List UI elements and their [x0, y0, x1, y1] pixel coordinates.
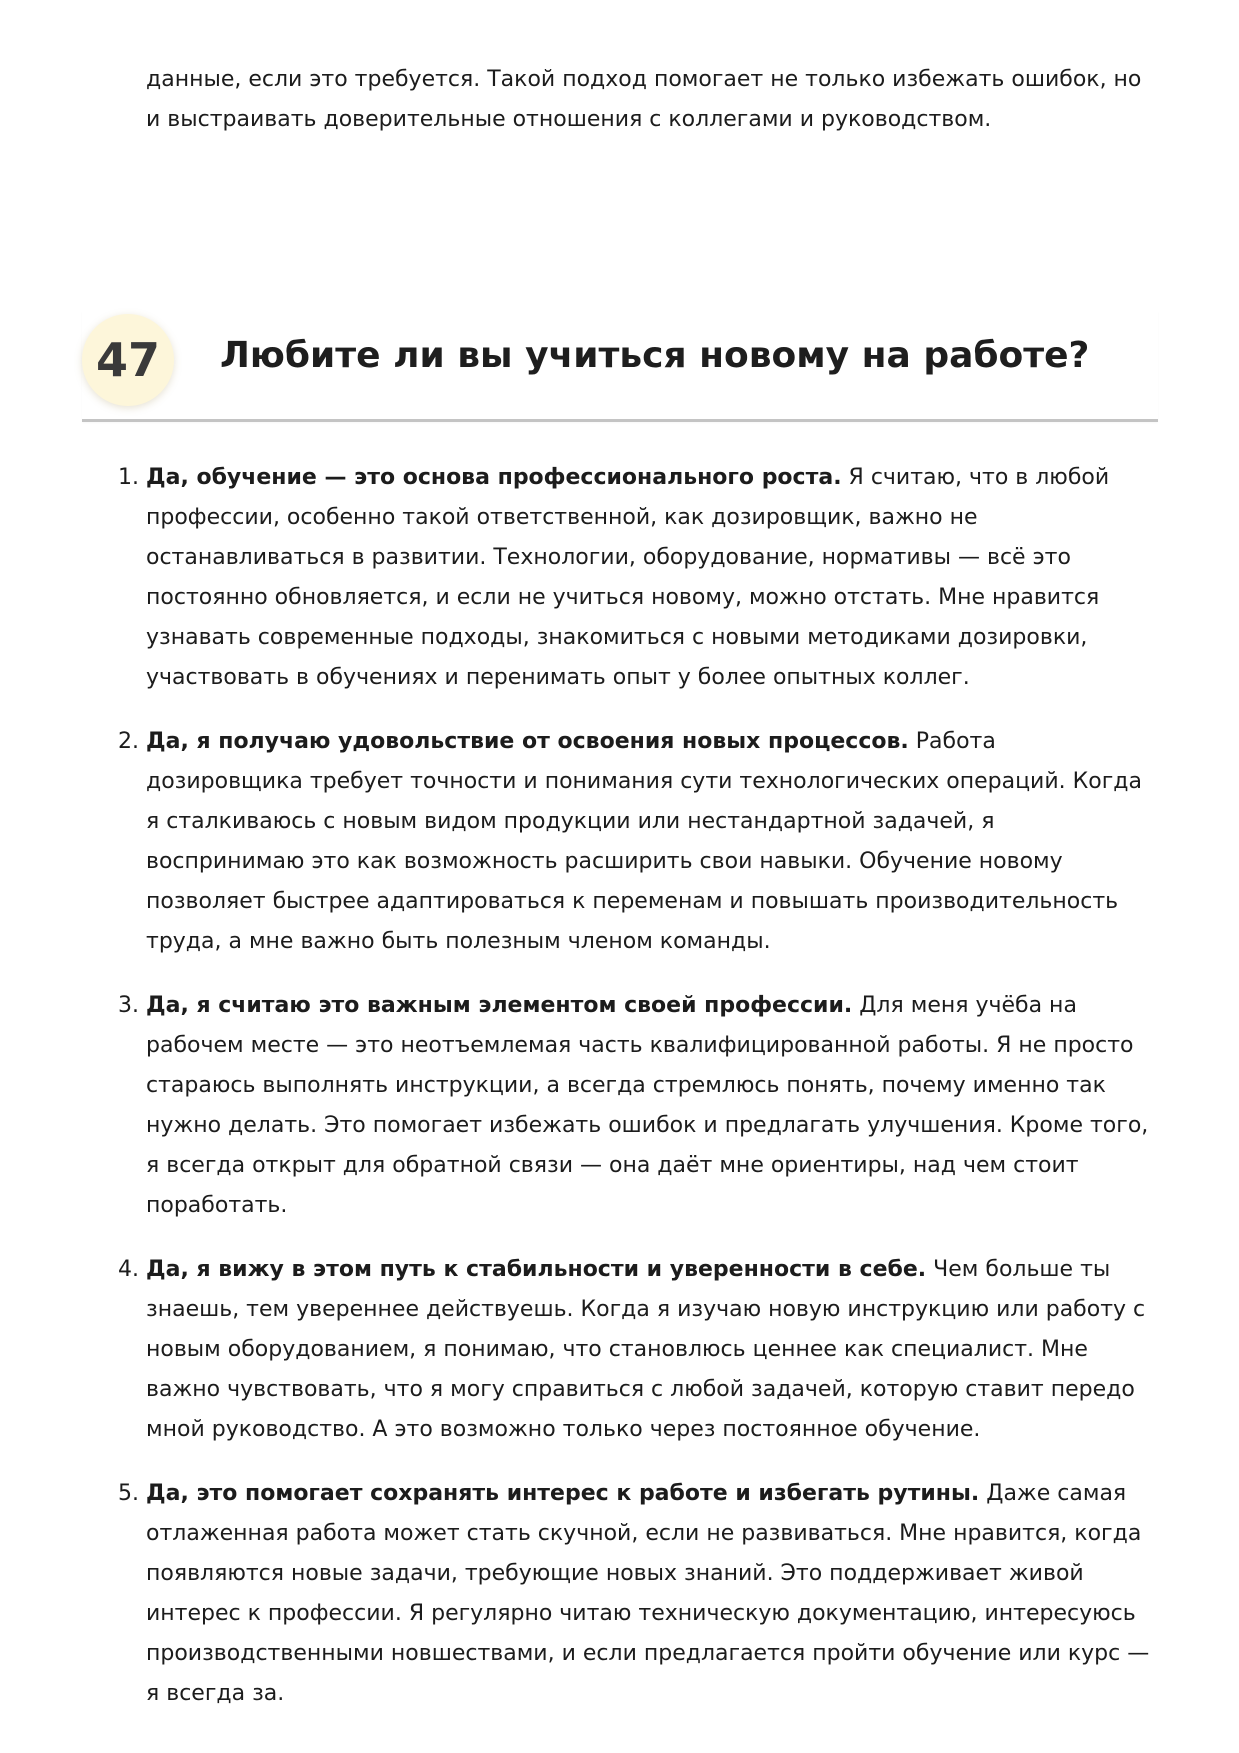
answer-text: Чем больше ты знаешь, тем увереннее действуешь. Когда я изучаю новую инструкцию или работу с новым оборудованием, я понимаю, что становлюсь ценнее как специалист. Мне важно чувствовать, что я могу справиться с любой задачей, которую ставит передо мной руководство. А это возможно только через постоянное обучение.	[146, 1257, 1146, 1442]
answer-text: Работа дозировщика требует точности и понимания сути технологических операций. Когда я сталкиваюсь с новым видом продукции или нестандартной задачей, я воспринимаю это как возможность расширить свои навыки. Обучение новому позволяет быстрее адаптироваться к переменам и повышать производительность труда, а мне важно быть полезным членом команды.	[146, 729, 1142, 954]
answer-number: 1.	[118, 465, 139, 490]
answer-lead: Да, обучение — это основа профессионального роста.	[146, 465, 842, 490]
answer-item	[118, 986, 1158, 1226]
answer-number: 4.	[118, 1257, 139, 1282]
intro-paragraph: данные, если это требуется. Такой подход помогает не только избежать ошибок, но и выстраивать доверительные отношения с коллегами и руководством.	[146, 67, 1142, 132]
answer-item	[118, 1250, 1158, 1450]
question-header	[82, 311, 1158, 422]
answer-item	[118, 722, 1158, 962]
answer-lead: Да, я считаю это важным элементом своей профессии.	[146, 993, 853, 1018]
answer-number: 3.	[118, 993, 139, 1018]
answer-lead: Да, я получаю удовольствие от освоения новых процессов.	[146, 729, 909, 754]
answers-list	[118, 458, 1158, 1738]
answer-number: 5.	[118, 1481, 139, 1506]
answer-item	[118, 1474, 1158, 1714]
answer-lead: Да, это помогает сохранять интерес к работе и избегать рутины.	[146, 1481, 980, 1506]
answer-item	[118, 458, 1158, 698]
question-title: Любите ли вы учиться новому на работе?	[220, 335, 1090, 376]
answer-text: Даже самая отлаженная работа может стать скучной, если не развиваться. Мне нравится, когда появляются новые задачи, требующие новых знаний. Это поддерживает живой интерес к профессии. Я регулярно читаю техническую документацию, интересуюсь производственными новшествами, и если предлагается пройти обучение или курс — я всегда за.	[146, 1481, 1150, 1706]
answer-number: 2.	[118, 729, 139, 754]
question-number-badge: 47	[82, 314, 174, 406]
answer-text: Для меня учёба на рабочем месте — это неотъемлемая часть квалифицированной работы. Я не просто стараюсь выполнять инструкции, а всегда стремлюсь понять, почему именно так нужно делать. Это помогает избежать ошибок и предлагать улучшения. Кроме того, я всегда открыт для обратной связи — она даёт мне ориентиры, над чем стоит поработать.	[146, 993, 1149, 1218]
answer-text: Я считаю, что в любой профессии, особенно такой ответственной, как дозировщик, важно не останавливаться в развитии. Технологии, оборудование, нормативы — всё это постоянно обновляется, и если не учиться новому, можно отстать. Мне нравится узнавать современные подходы, знакомиться с новыми методиками дозировки, участвовать в обучениях и перенимать опыт у более опытных коллег.	[146, 465, 1110, 690]
answer-lead: Да, я вижу в этом путь к стабильности и уверенности в себе.	[146, 1257, 927, 1282]
